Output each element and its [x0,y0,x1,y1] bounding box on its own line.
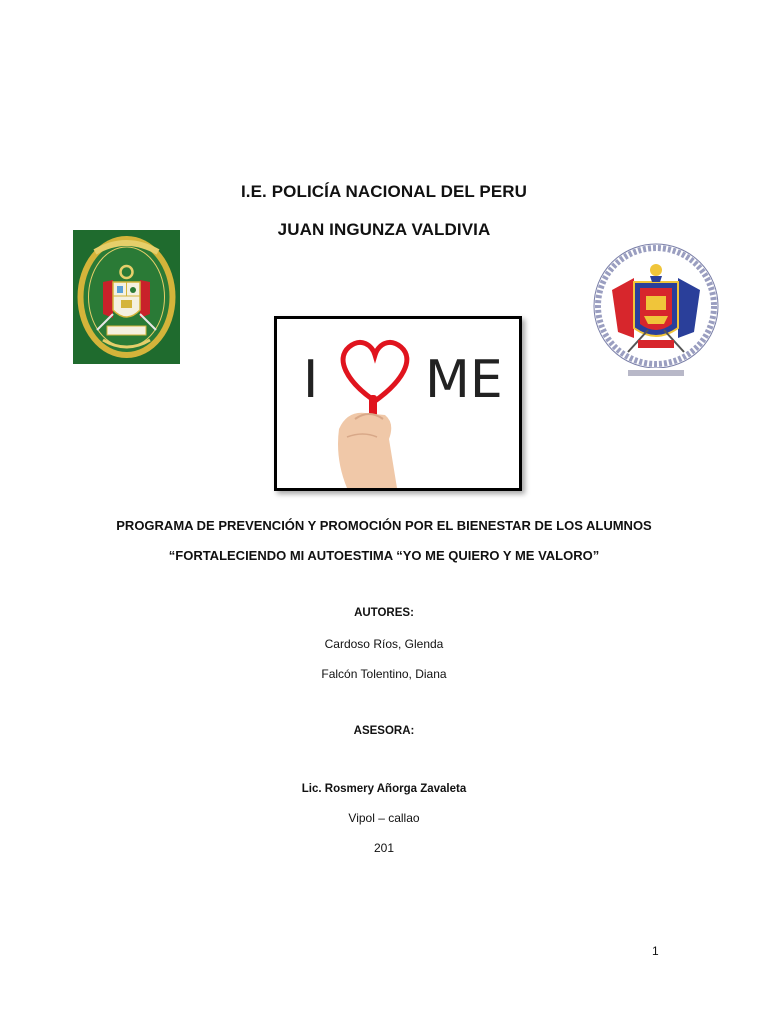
program-subtitle: “FORTALECIENDO MI AUTOESTIMA “YO ME QUIERO Y ME VALORO” [168,548,600,563]
author-name: Cardoso Ríos, Glenda [324,637,444,651]
page-number: 1 [652,944,659,958]
authors-heading: AUTORES: [354,607,414,619]
advisor-heading: ASESORA: [353,725,415,737]
program-title: PROGRAMA DE PREVENCIÓN Y PROMOCIÓN POR EL BIENESTAR DE LOS ALUMNOS [116,518,652,533]
author-name: Falcón Tolentino, Diana [321,667,447,681]
i-love-me-image [274,316,522,491]
school-name-line1: I.E. POLICÍA NACIONAL DEL PERU [240,182,528,201]
i-letter: I [303,350,319,410]
police-shield-icon [73,230,180,364]
me-letters: ME [425,350,503,410]
advisor-name: Lic. Rosmery Añorga Zavaleta [301,783,467,795]
year: 201 [373,841,395,855]
school-crest-icon [588,240,724,382]
school-name-line2: JUAN INGUNZA VALDIVIA [277,220,491,239]
place: Vipol – callao [348,811,420,825]
